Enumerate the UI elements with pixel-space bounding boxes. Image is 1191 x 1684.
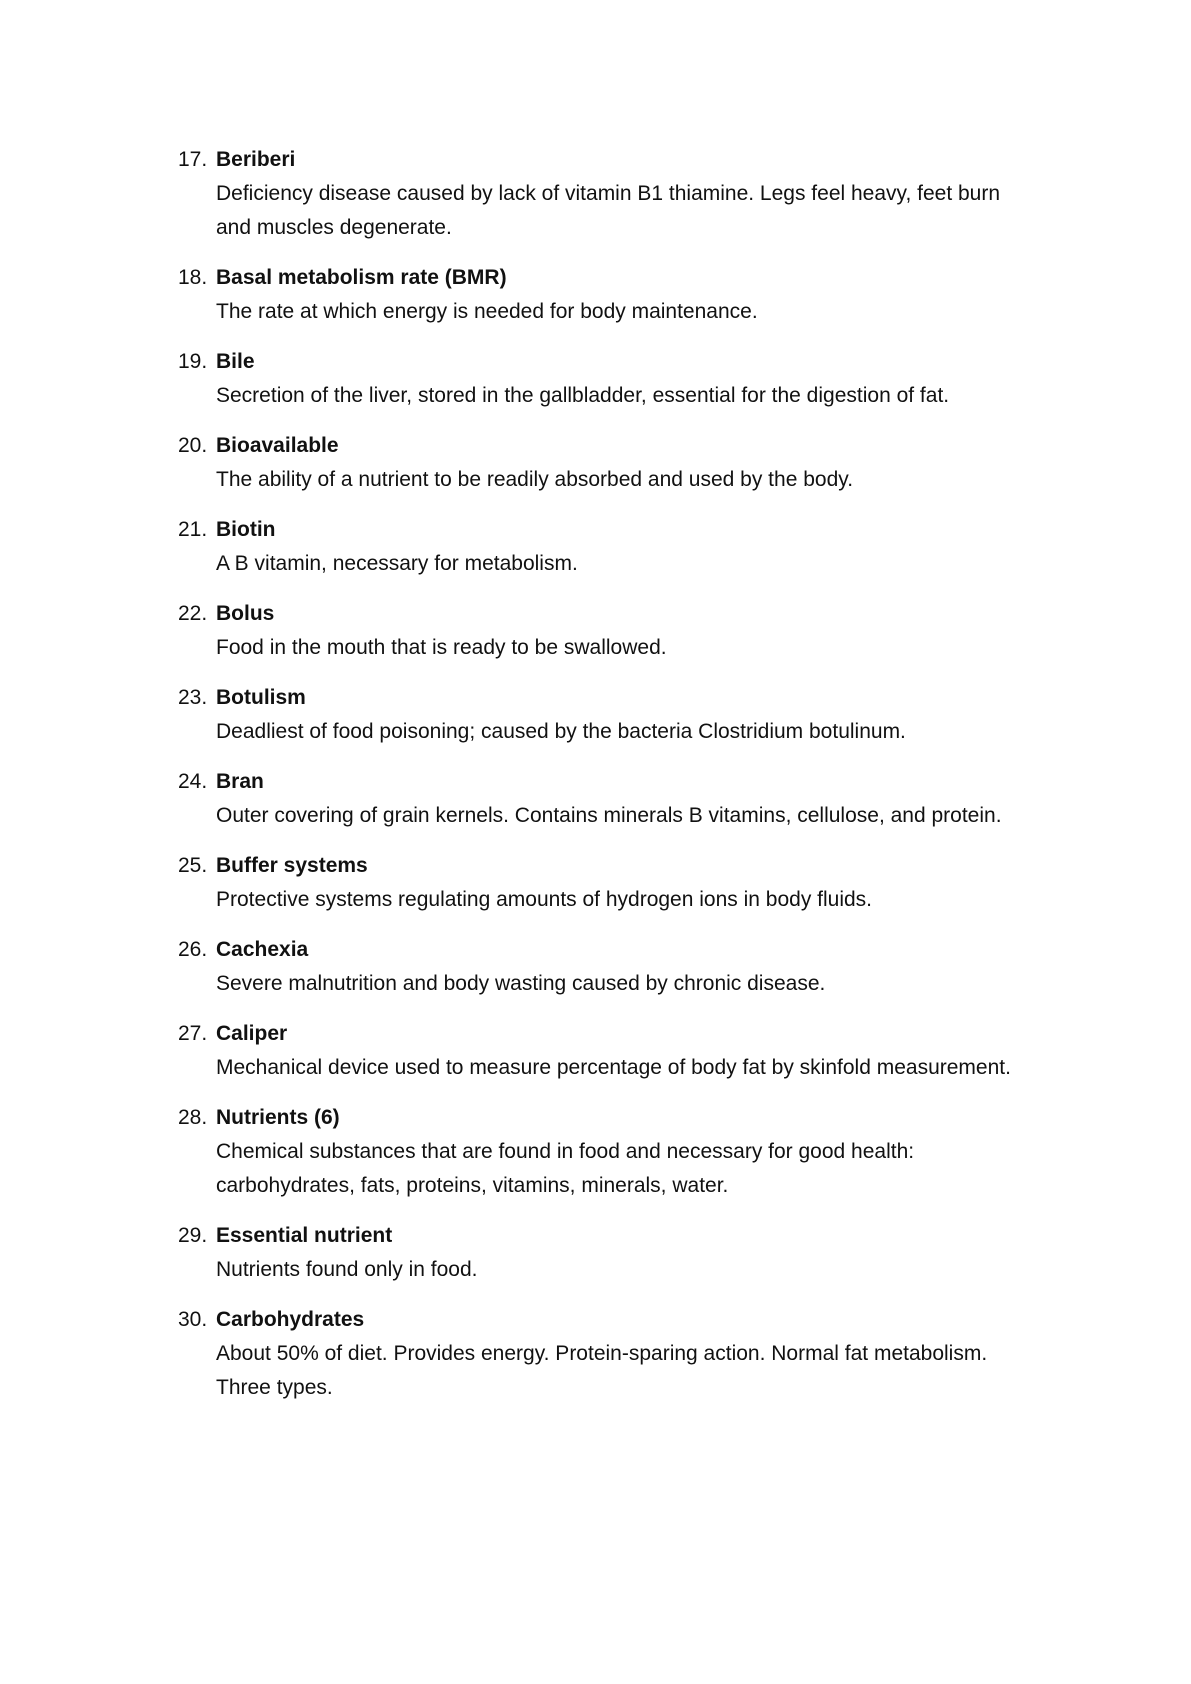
list-item bbox=[178, 597, 1058, 665]
entry-definition: Food in the mouth that is ready to be swallowed. bbox=[216, 636, 667, 659]
list-item bbox=[178, 143, 1058, 245]
entry-term: Nutrients (6) bbox=[216, 1106, 340, 1129]
list-item bbox=[178, 345, 1058, 413]
entry-definition: Chemical substances that are found in food and necessary for good health: carbohydrates, fats, proteins, vitamins, minerals, water. bbox=[216, 1140, 915, 1197]
list-item bbox=[178, 1017, 1058, 1085]
entry-term: Bolus bbox=[216, 602, 275, 625]
entry-term: Essential nutrient bbox=[216, 1224, 393, 1247]
entry-term: Beriberi bbox=[216, 148, 296, 171]
entry-number: 19. bbox=[178, 350, 208, 373]
entry-definition: Mechanical device used to measure percentage of body fat by skinfold measurement. bbox=[216, 1056, 1011, 1079]
entry-term: Botulism bbox=[216, 686, 306, 709]
entry-number: 17. bbox=[178, 148, 208, 171]
list-item bbox=[178, 765, 1058, 833]
entry-definition: Protective systems regulating amounts of hydrogen ions in body fluids. bbox=[216, 888, 873, 911]
glossary-list bbox=[178, 143, 1058, 1421]
list-item bbox=[178, 933, 1058, 1001]
entry-number: 24. bbox=[178, 770, 208, 793]
entry-term: Caliper bbox=[216, 1022, 288, 1045]
entry-definition: Severe malnutrition and body wasting caused by chronic disease. bbox=[216, 972, 826, 995]
list-item bbox=[178, 261, 1058, 329]
entry-number: 29. bbox=[178, 1224, 208, 1247]
entry-term: Carbohydrates bbox=[216, 1308, 365, 1331]
entry-number: 27. bbox=[178, 1022, 208, 1045]
entry-definition: The rate at which energy is needed for body maintenance. bbox=[216, 300, 758, 323]
entry-number: 25. bbox=[178, 854, 208, 877]
entry-term: Basal metabolism rate (BMR) bbox=[216, 266, 507, 289]
entry-number: 28. bbox=[178, 1106, 208, 1129]
entry-term: Biotin bbox=[216, 518, 276, 541]
entry-number: 23. bbox=[178, 686, 208, 709]
entry-number: 18. bbox=[178, 266, 208, 289]
entry-definition: About 50% of diet. Provides energy. Protein-sparing action. Normal fat metabolism. Three types. bbox=[216, 1342, 988, 1399]
entry-number: 21. bbox=[178, 518, 208, 541]
entry-term: Buffer systems bbox=[216, 854, 368, 877]
entry-number: 30. bbox=[178, 1308, 208, 1331]
list-item bbox=[178, 849, 1058, 917]
entry-definition: The ability of a nutrient to be readily absorbed and used by the body. bbox=[216, 468, 854, 491]
list-item bbox=[178, 681, 1058, 749]
entry-definition: Deficiency disease caused by lack of vitamin B1 thiamine. Legs feel heavy, feet burn and muscles degenerate. bbox=[216, 182, 1001, 239]
entry-definition: Deadliest of food poisoning; caused by the bacteria Clostridium botulinum. bbox=[216, 720, 906, 743]
entry-number: 22. bbox=[178, 602, 208, 625]
entry-number: 20. bbox=[178, 434, 208, 457]
entry-definition: Secretion of the liver, stored in the gallbladder, essential for the digestion of fat. bbox=[216, 384, 950, 407]
entry-term: Bioavailable bbox=[216, 434, 339, 457]
entry-term: Cachexia bbox=[216, 938, 309, 961]
entry-term: Bran bbox=[216, 770, 264, 793]
entry-definition: Outer covering of grain kernels. Contains minerals B vitamins, cellulose, and protein. bbox=[216, 804, 1002, 827]
entry-definition: A B vitamin, necessary for metabolism. bbox=[216, 552, 578, 575]
list-item bbox=[178, 1303, 1058, 1405]
entry-term: Bile bbox=[216, 350, 255, 373]
list-item bbox=[178, 513, 1058, 581]
entry-definition: Nutrients found only in food. bbox=[216, 1258, 478, 1281]
entry-number: 26. bbox=[178, 938, 208, 961]
list-item bbox=[178, 1101, 1058, 1203]
list-item bbox=[178, 429, 1058, 497]
list-item bbox=[178, 1219, 1058, 1287]
